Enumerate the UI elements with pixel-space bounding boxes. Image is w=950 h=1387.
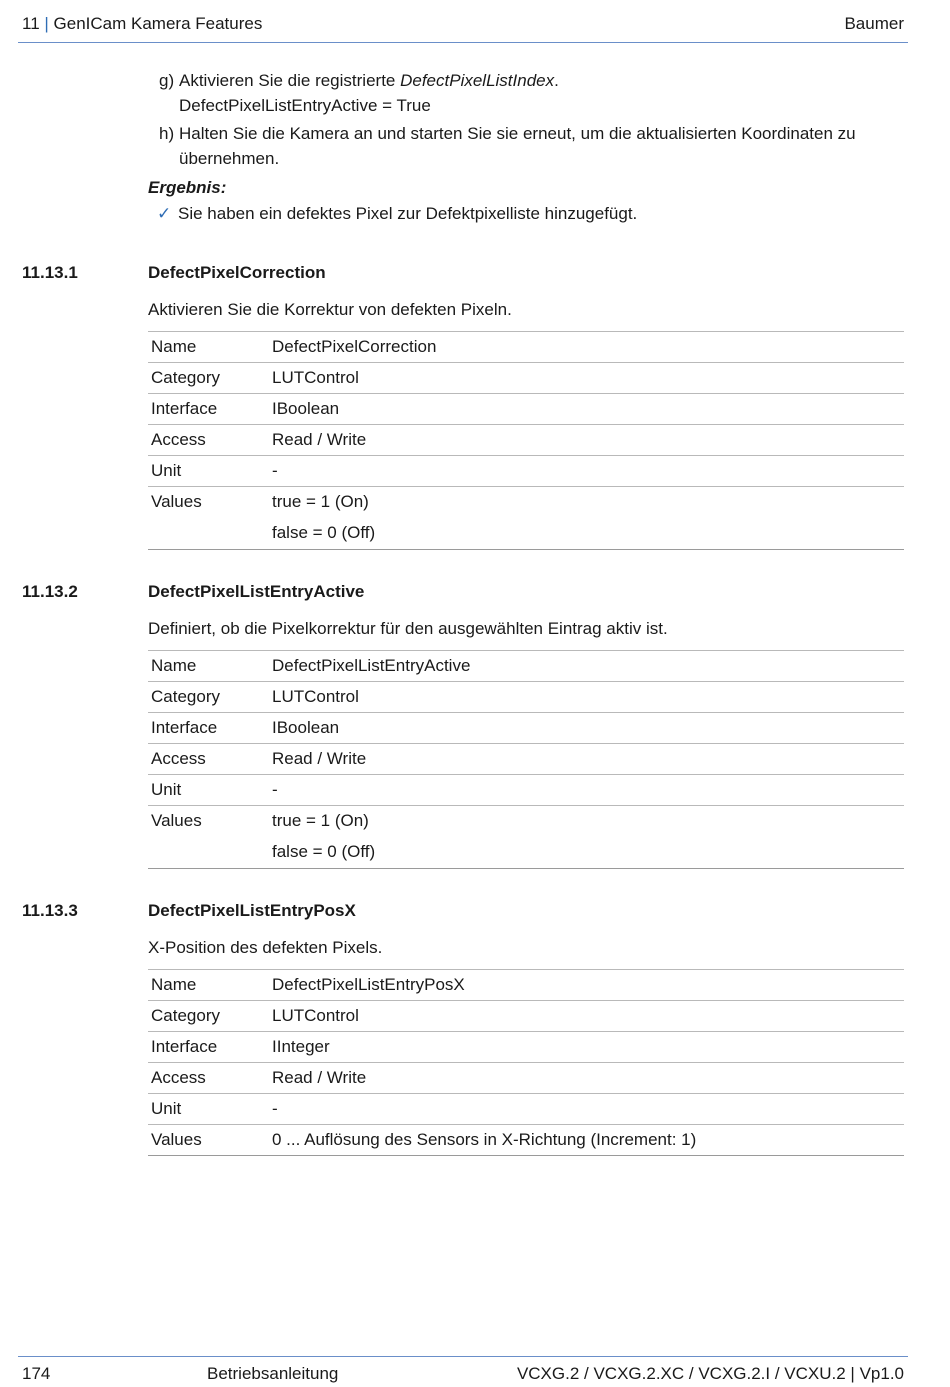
table-row [148,836,904,869]
footer-rule [18,1356,908,1357]
property-value: DefectPixelListEntryPosX [272,975,465,994]
document-type: Betriebsanleitung [207,1364,339,1383]
property-key: Unit [151,780,182,799]
property-value: false = 0 (Off) [272,842,376,861]
page-number: 174 [22,1364,51,1383]
section-number: 11.13.3 [22,901,78,920]
step-text [179,121,856,171]
property-key: Access [151,1068,206,1087]
step-h [159,121,856,168]
checkmark-icon: ✓ [157,204,172,223]
brand-name: Baumer [844,14,904,33]
table-row [148,363,904,394]
step-text-suffix: . [554,71,559,90]
property-key: Interface [151,718,218,737]
property-key: Access [151,430,206,449]
property-key: Category [151,687,220,706]
table-row [148,970,904,1001]
table-row [148,425,904,456]
property-key: Name [151,337,197,356]
table-row [148,744,904,775]
result-text: Sie haben ein defektes Pixel zur Defektpixelliste hinzugefügt. [178,204,638,223]
table-row [148,1125,904,1156]
step-text-line2: DefectPixelListEntryActive = True [179,96,431,115]
property-table [148,650,904,869]
section-title: DefectPixelListEntryActive [148,582,365,601]
property-key: Category [151,1006,220,1025]
property-key: Values [151,1130,202,1149]
step-text-prefix: Aktivieren Sie die registrierte [179,71,401,90]
page-header-title [22,14,262,34]
header-rule [18,42,908,43]
section-description: Definiert, ob die Pixelkorrektur für den ausgewählten Eintrag aktiv ist. [148,619,668,638]
property-table [148,969,904,1156]
property-value: IInteger [272,1037,330,1056]
table-row [148,1032,904,1063]
property-value: Read / Write [272,1068,367,1087]
section-description: X-Position des defekten Pixels. [148,938,383,957]
table-row [148,456,904,487]
result-item [157,204,638,224]
step-g [159,68,559,115]
property-value: true = 1 (On) [272,492,369,511]
chapter-title: GenICam Kamera Features [53,14,263,33]
product-models: VCXG.2 / VCXG.2.XC / VCXG.2.I / VCXU.2 | Vp1.0 [516,1364,904,1383]
property-table [148,331,904,550]
property-key [148,836,269,869]
step-text-line2: übernehmen. [179,149,280,168]
property-key: Interface [151,1037,218,1056]
property-key: Name [151,656,197,675]
section-number: 11.13.2 [22,582,78,601]
table-row [148,806,904,837]
property-value: LUTControl [272,687,359,706]
step-marker: g) [159,71,175,90]
property-value: 0 ... Auflösung des Sensors in X-Richtung (Increment: 1) [272,1130,697,1149]
header-separator: | [44,14,49,33]
property-key: Name [151,975,197,994]
property-key: Unit [151,461,182,480]
step-text-line1: Halten Sie die Kamera an und starten Sie sie erneut, um die aktualisierten Koordinaten zu [179,124,856,143]
property-value: - [272,461,278,480]
property-key [148,517,269,550]
result-label: Ergebnis: [148,178,227,197]
table-row [148,682,904,713]
table-row [148,713,904,744]
table-row [148,1094,904,1125]
property-key: Values [151,811,202,830]
table-row [148,487,904,518]
section-number: 11.13.1 [22,263,78,282]
table-row [148,394,904,425]
property-value: LUTControl [272,1006,359,1025]
property-key: Unit [151,1099,182,1118]
property-value: Read / Write [272,430,367,449]
property-value: Read / Write [272,749,367,768]
property-value: - [272,780,278,799]
property-value: DefectPixelListEntryActive [272,656,471,675]
property-key: Category [151,368,220,387]
step-text [179,68,559,118]
table-row [148,517,904,550]
property-value: false = 0 (Off) [272,523,376,542]
step-marker: h) [159,124,175,143]
section-title: DefectPixelListEntryPosX [148,901,356,920]
property-value: LUTControl [272,368,359,387]
section-description: Aktivieren Sie die Korrektur von defekten Pixeln. [148,300,512,319]
property-value: - [272,1099,278,1118]
table-row [148,332,904,363]
table-row [148,1001,904,1032]
step-text-italic: DefectPixelListIndex [400,71,555,90]
property-key: Interface [151,399,218,418]
property-value: DefectPixelCorrection [272,337,437,356]
property-value: IBoolean [272,399,340,418]
table-row [148,651,904,682]
property-value: true = 1 (On) [272,811,369,830]
property-key: Values [151,492,202,511]
table-row [148,775,904,806]
chapter-number: 11 [22,14,40,33]
property-key: Access [151,749,206,768]
section-title: DefectPixelCorrection [148,263,326,282]
property-value: IBoolean [272,718,340,737]
table-row [148,1063,904,1094]
